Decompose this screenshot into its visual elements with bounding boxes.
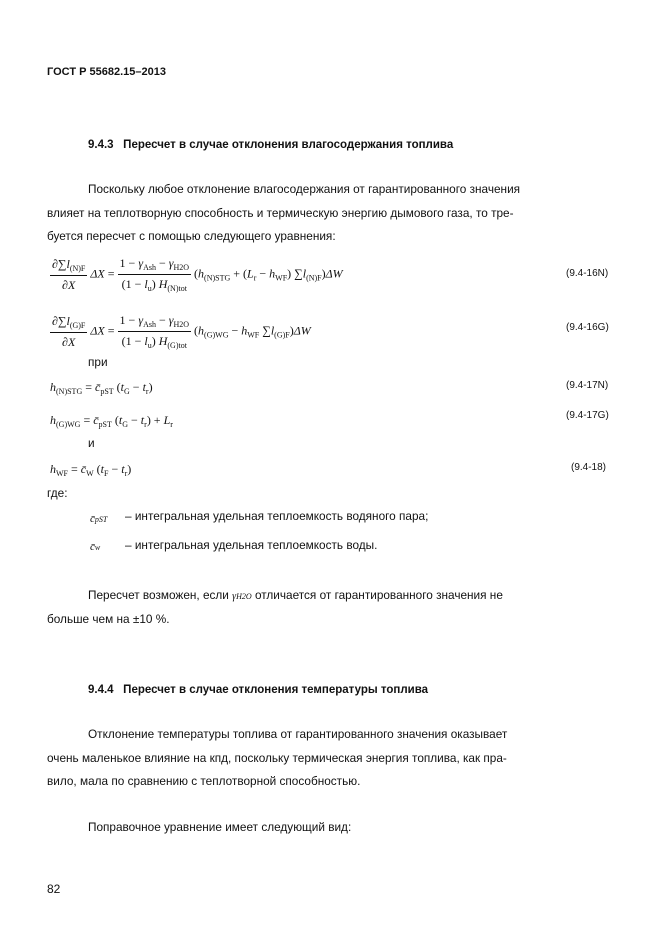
section-heading — [88, 684, 428, 696]
equation-number: (9.4-17N) — [566, 380, 609, 391]
equation-17G: $h_{(G)WG}$ = $c̄_{pST}$ $(t_G - t_r) + L_r$ — [50, 413, 173, 429]
equation-number: (9.4-18) — [571, 462, 607, 473]
equation-17N: $h_{(N)STG}$ = $c̄_{pST}$ $(t_G - t_r)$ — [50, 380, 153, 396]
paragraph-line: буется пересчет с помощью следующего уравнения: — [47, 229, 336, 243]
equation-16G: $\frac{\partial\sum l_{(G)F}}{\partial X}$ ΔX = $\frac{1 - \gamma_{Ash} - \gamma_{H2O}}{(1 - l_u) H_{(G)tot}}$ ($h_{(G)WG} - h_{WF}$ $\sum l_{(G)F})\Delta W$ — [52, 313, 311, 350]
paragraph-line: Поскольку любое отклонение влагосодержания от гарантированного значения — [88, 182, 521, 196]
document-header: ГОСТ Р 55682.15–2013 — [47, 66, 166, 78]
symbol-cw: c̄w — [90, 541, 101, 553]
section-title: Пересчет в случае отклонения влагосодержания топлива — [123, 139, 454, 151]
section-number: 9.4.3 — [88, 139, 114, 151]
equation-number: (9.4-16G) — [566, 322, 609, 333]
paragraph-line: Отклонение температуры топлива от гарантированного значения оказывает — [88, 727, 508, 741]
connector-word: при — [88, 355, 108, 369]
definition-text: – интегральная удельная теплоемкость воды. — [125, 538, 378, 552]
where-label: где: — [47, 486, 68, 500]
symbol-cpST: c̄pST — [90, 513, 108, 525]
connector-word: и — [88, 436, 95, 450]
equation-number: (9.4-16N) — [566, 268, 609, 279]
section-title: Пересчет в случае отклонения температуры топлива — [123, 684, 429, 696]
equation-16N: $\frac{\partial\sum l_{(N)F}}{\partial X}$ ΔX = $\frac{1 - \gamma_{Ash} - \gamma_{H2O}}{(1 - l_u) H_{(N)tot}}$ ($h_{(N)STG} + (L_r - h_{WF})$ $\sum l_{(N)F})\Delta W$ — [52, 256, 343, 293]
paragraph-line: очень маленькое влияние на кпд, поскольку термическая энергия топлива, как пра- — [47, 751, 507, 765]
recalc-line: больше чем на ±10 %. — [47, 612, 170, 626]
equation-18: $h_{WF}$ = $c̄_W$ $(t_F - t_r)$ — [50, 462, 132, 478]
section-heading — [88, 139, 453, 151]
paragraph-line: Поправочное уравнение имеет следующий вид: — [88, 820, 352, 834]
equation-number: (9.4-17G) — [566, 410, 609, 421]
paragraph-line: влияет на теплотворную способность и термическую энергию дымового газа, то тре- — [47, 206, 514, 220]
section-number: 9.4.4 — [88, 684, 114, 696]
page-number: 82 — [47, 882, 61, 896]
recalc-line: Пересчет возможен, если γH2O отличается от гарантированного значения не — [88, 588, 503, 602]
definition-text: – интегральная удельная теплоемкость водяного пара; — [125, 509, 429, 523]
paragraph-line: вило, мала по сравнению с теплотворной способностью. — [47, 774, 361, 788]
